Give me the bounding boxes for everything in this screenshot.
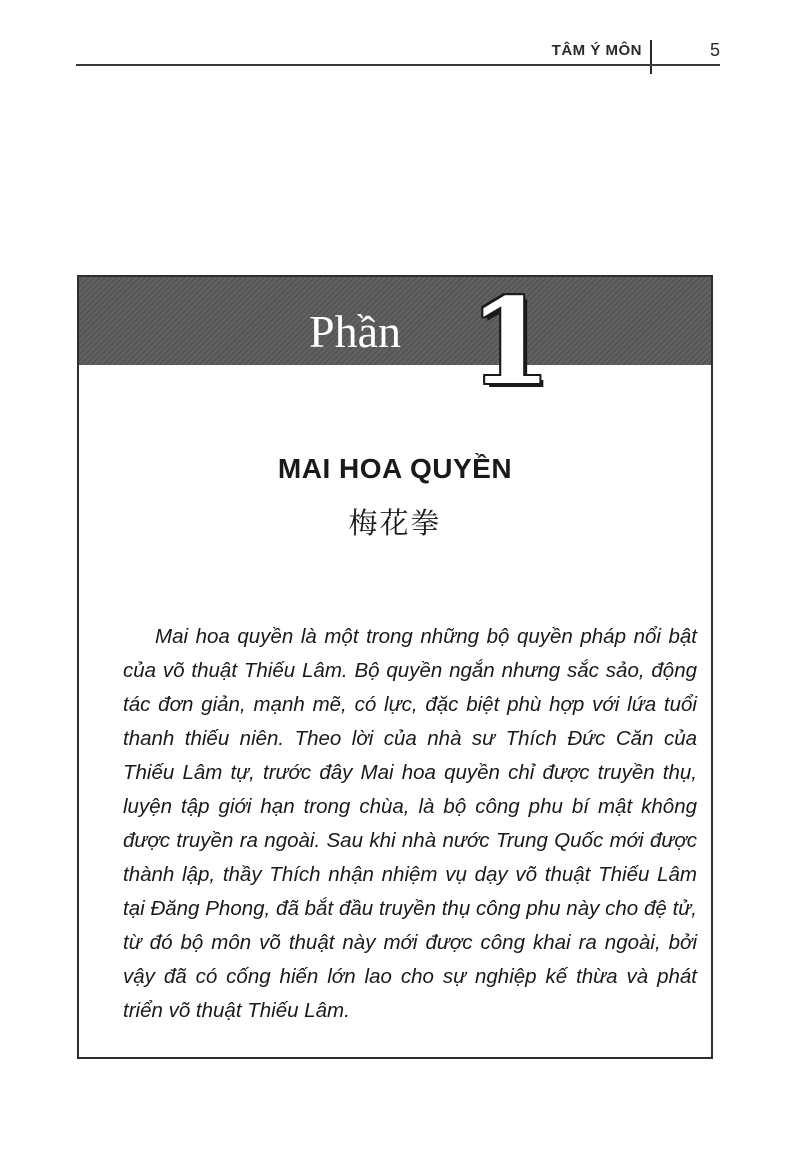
running-title: TÂM Ý MÔN bbox=[551, 42, 642, 59]
part-number: 1 bbox=[469, 272, 552, 411]
page-number: 5 bbox=[709, 40, 720, 60]
chapter-banner bbox=[79, 277, 711, 365]
part-label: Phần bbox=[309, 306, 401, 357]
body-paragraph: Mai hoa quyền là một trong những bộ quyền pháp nổi bật của võ thuật Thiếu Lâm. Bộ quyền ngắn nhưng sắc sảo, động tác đơn giản, mạnh mẽ, có lực, đặc biệt phù hợp với lứa tuổi thanh thiếu niên. Theo lời của nhà sư Thích Đức Căn của Thiếu Lâm tự, trước đây Mai hoa quyền chỉ được truyền thụ, luyện tập giới hạn trong chùa, là bộ công phu bí mật không được truyền ra ngoài. Sau khi nhà nước Trung Quốc mới được thành lập, thầy Thích nhận nhiệm vụ dạy võ thuật Thiếu Lâm tại Đăng Phong, đã bắt đầu truyền thụ công phu này cho đệ tử, từ đó bộ môn võ thuật này mới được công khai ra ngoài, bởi vậy đã có cống hiến lớn lao cho sự nghiệp kế thừa và phát triển võ thuật Thiếu Lâm. bbox=[123, 625, 697, 1022]
chapter-frame bbox=[77, 272, 713, 1059]
header-rule bbox=[76, 64, 720, 66]
chapter-title: MAI HOA QUYỀN bbox=[277, 453, 513, 484]
chapter-chinese-title: 梅花拳 bbox=[348, 506, 442, 540]
running-header bbox=[76, 38, 720, 78]
header-divider bbox=[650, 40, 652, 74]
